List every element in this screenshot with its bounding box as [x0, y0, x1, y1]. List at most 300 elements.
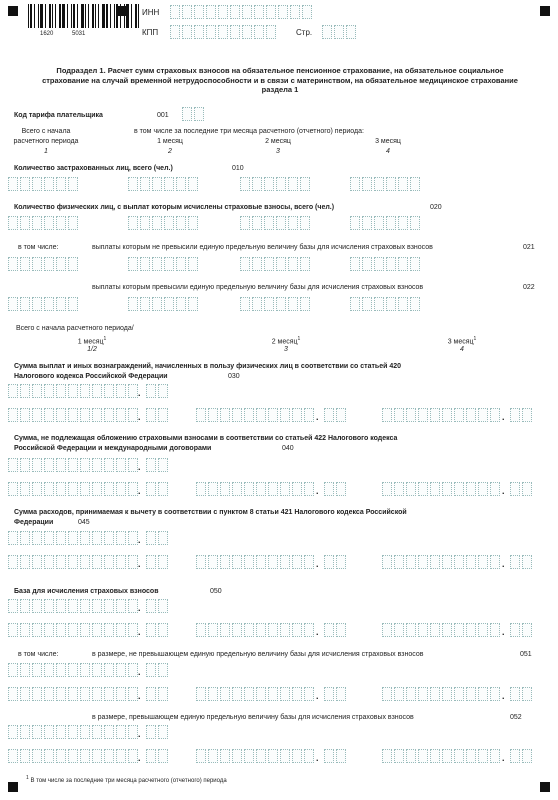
input-cell[interactable]: [44, 177, 54, 191]
input-cell[interactable]: [268, 749, 278, 763]
input-cell[interactable]: [92, 599, 102, 613]
input-cell[interactable]: [68, 749, 78, 763]
not-exceed-col-2-field[interactable]: [128, 257, 198, 271]
input-cell[interactable]: [264, 297, 274, 311]
base-exceed-m2-field[interactable]: [196, 749, 314, 763]
input-cell[interactable]: [68, 663, 78, 677]
input-cell[interactable]: [188, 257, 198, 271]
input-cell[interactable]: [146, 687, 156, 701]
non-taxable-m3-field[interactable]: [382, 482, 500, 496]
input-cell[interactable]: [490, 482, 500, 496]
input-cell[interactable]: [386, 257, 396, 271]
input-cell[interactable]: [206, 5, 216, 19]
input-cell[interactable]: [510, 555, 520, 569]
payments-m2-kop-field[interactable]: [324, 408, 346, 422]
input-cell[interactable]: [116, 725, 126, 739]
input-cell[interactable]: [80, 725, 90, 739]
input-cell[interactable]: [196, 687, 206, 701]
input-cell[interactable]: [350, 257, 360, 271]
input-cell[interactable]: [478, 687, 488, 701]
input-cell[interactable]: [68, 482, 78, 496]
base-not-exceed-total-kop-field[interactable]: [146, 663, 168, 677]
input-cell[interactable]: [152, 216, 162, 230]
input-cell[interactable]: [80, 482, 90, 496]
input-cell[interactable]: [290, 5, 300, 19]
input-cell[interactable]: [430, 482, 440, 496]
input-cell[interactable]: [116, 687, 126, 701]
input-cell[interactable]: [32, 408, 42, 422]
input-cell[interactable]: [146, 384, 156, 398]
input-cell[interactable]: [128, 749, 138, 763]
base-not-exceed-m3-field[interactable]: [382, 687, 500, 701]
input-cell[interactable]: [116, 599, 126, 613]
input-cell[interactable]: [158, 384, 168, 398]
input-cell[interactable]: [374, 177, 384, 191]
input-cell[interactable]: [324, 749, 334, 763]
input-cell[interactable]: [68, 177, 78, 191]
input-cell[interactable]: [128, 663, 138, 677]
input-cell[interactable]: [128, 623, 138, 637]
input-cell[interactable]: [56, 257, 66, 271]
input-cell[interactable]: [292, 408, 302, 422]
input-cell[interactable]: [80, 687, 90, 701]
input-cell[interactable]: [346, 25, 356, 39]
input-cell[interactable]: [280, 408, 290, 422]
input-cell[interactable]: [158, 599, 168, 613]
input-cell[interactable]: [280, 555, 290, 569]
input-cell[interactable]: [304, 482, 314, 496]
base-m1-kop-field[interactable]: [146, 623, 168, 637]
input-cell[interactable]: [8, 599, 18, 613]
input-cell[interactable]: [140, 177, 150, 191]
deductions-total-field[interactable]: [8, 531, 138, 545]
input-cell[interactable]: [256, 687, 266, 701]
input-cell[interactable]: [196, 555, 206, 569]
input-cell[interactable]: [418, 749, 428, 763]
base-not-exceed-m1-field[interactable]: [8, 687, 138, 701]
input-cell[interactable]: [336, 623, 346, 637]
input-cell[interactable]: [44, 599, 54, 613]
input-cell[interactable]: [268, 408, 278, 422]
input-cell[interactable]: [418, 687, 428, 701]
input-cell[interactable]: [232, 482, 242, 496]
input-cell[interactable]: [490, 749, 500, 763]
input-cell[interactable]: [418, 408, 428, 422]
input-cell[interactable]: [232, 749, 242, 763]
input-cell[interactable]: [170, 25, 180, 39]
input-cell[interactable]: [44, 623, 54, 637]
base-total-kop-field[interactable]: [146, 599, 168, 613]
input-cell[interactable]: [350, 177, 360, 191]
input-cell[interactable]: [280, 749, 290, 763]
input-cell[interactable]: [382, 623, 392, 637]
input-cell[interactable]: [510, 482, 520, 496]
input-cell[interactable]: [510, 623, 520, 637]
input-cell[interactable]: [336, 482, 346, 496]
input-cell[interactable]: [56, 408, 66, 422]
input-cell[interactable]: [252, 257, 262, 271]
input-cell[interactable]: [182, 5, 192, 19]
input-cell[interactable]: [334, 25, 344, 39]
input-cell[interactable]: [510, 749, 520, 763]
input-cell[interactable]: [146, 458, 156, 472]
input-cell[interactable]: [324, 687, 334, 701]
input-cell[interactable]: [146, 623, 156, 637]
input-cell[interactable]: [386, 297, 396, 311]
input-cell[interactable]: [158, 458, 168, 472]
input-cell[interactable]: [362, 297, 372, 311]
input-cell[interactable]: [280, 687, 290, 701]
input-cell[interactable]: [256, 482, 266, 496]
base-total-field[interactable]: [8, 599, 138, 613]
input-cell[interactable]: [44, 384, 54, 398]
input-cell[interactable]: [406, 749, 416, 763]
input-cell[interactable]: [394, 408, 404, 422]
not-exceed-col-1-field[interactable]: [8, 257, 78, 271]
input-cell[interactable]: [56, 555, 66, 569]
input-cell[interactable]: [292, 623, 302, 637]
input-cell[interactable]: [80, 408, 90, 422]
input-cell[interactable]: [146, 482, 156, 496]
payments-m3-field[interactable]: [382, 408, 500, 422]
input-cell[interactable]: [116, 749, 126, 763]
input-cell[interactable]: [188, 177, 198, 191]
input-cell[interactable]: [196, 623, 206, 637]
base-exceed-m1-kop-field[interactable]: [146, 749, 168, 763]
input-cell[interactable]: [158, 482, 168, 496]
input-cell[interactable]: [418, 555, 428, 569]
input-cell[interactable]: [32, 482, 42, 496]
input-cell[interactable]: [44, 531, 54, 545]
input-cell[interactable]: [218, 5, 228, 19]
input-cell[interactable]: [206, 25, 216, 39]
input-cell[interactable]: [80, 663, 90, 677]
deductions-m1-kop-field[interactable]: [146, 555, 168, 569]
input-cell[interactable]: [268, 482, 278, 496]
input-cell[interactable]: [92, 623, 102, 637]
input-cell[interactable]: [324, 408, 334, 422]
input-cell[interactable]: [394, 555, 404, 569]
input-cell[interactable]: [128, 177, 138, 191]
input-cell[interactable]: [104, 458, 114, 472]
input-cell[interactable]: [44, 687, 54, 701]
input-cell[interactable]: [382, 408, 392, 422]
deductions-m1-field[interactable]: [8, 555, 138, 569]
input-cell[interactable]: [158, 555, 168, 569]
input-cell[interactable]: [288, 257, 298, 271]
input-cell[interactable]: [8, 663, 18, 677]
input-cell[interactable]: [128, 384, 138, 398]
input-cell[interactable]: [386, 177, 396, 191]
input-cell[interactable]: [128, 687, 138, 701]
input-cell[interactable]: [8, 482, 18, 496]
base-exceed-total-kop-field[interactable]: [146, 725, 168, 739]
input-cell[interactable]: [406, 623, 416, 637]
non-taxable-m3-kop-field[interactable]: [510, 482, 532, 496]
input-cell[interactable]: [158, 725, 168, 739]
input-cell[interactable]: [490, 623, 500, 637]
input-cell[interactable]: [336, 555, 346, 569]
input-cell[interactable]: [182, 25, 192, 39]
input-cell[interactable]: [44, 482, 54, 496]
input-cell[interactable]: [278, 5, 288, 19]
input-cell[interactable]: [128, 725, 138, 739]
input-cell[interactable]: [20, 216, 30, 230]
input-cell[interactable]: [410, 297, 420, 311]
input-cell[interactable]: [288, 297, 298, 311]
input-cell[interactable]: [442, 482, 452, 496]
input-cell[interactable]: [288, 216, 298, 230]
input-cell[interactable]: [140, 257, 150, 271]
input-cell[interactable]: [478, 482, 488, 496]
input-cell[interactable]: [374, 297, 384, 311]
input-cell[interactable]: [242, 5, 252, 19]
input-cell[interactable]: [104, 384, 114, 398]
base-m3-kop-field[interactable]: [510, 623, 532, 637]
input-cell[interactable]: [80, 531, 90, 545]
input-cell[interactable]: [92, 555, 102, 569]
input-cell[interactable]: [418, 482, 428, 496]
input-cell[interactable]: [56, 687, 66, 701]
input-cell[interactable]: [220, 408, 230, 422]
tariff-field[interactable]: [182, 107, 204, 121]
deductions-m3-field[interactable]: [382, 555, 500, 569]
input-cell[interactable]: [410, 216, 420, 230]
input-cell[interactable]: [256, 555, 266, 569]
input-cell[interactable]: [266, 5, 276, 19]
base-not-exceed-m2-field[interactable]: [196, 687, 314, 701]
input-cell[interactable]: [292, 482, 302, 496]
input-cell[interactable]: [32, 555, 42, 569]
input-cell[interactable]: [20, 384, 30, 398]
input-cell[interactable]: [8, 555, 18, 569]
input-cell[interactable]: [44, 257, 54, 271]
input-cell[interactable]: [266, 25, 276, 39]
input-cell[interactable]: [8, 458, 18, 472]
input-cell[interactable]: [304, 749, 314, 763]
input-cell[interactable]: [382, 555, 392, 569]
input-cell[interactable]: [522, 749, 532, 763]
input-cell[interactable]: [68, 384, 78, 398]
persons-count-col-4-field[interactable]: [350, 216, 420, 230]
input-cell[interactable]: [116, 623, 126, 637]
input-cell[interactable]: [240, 216, 250, 230]
input-cell[interactable]: [8, 216, 18, 230]
input-cell[interactable]: [44, 555, 54, 569]
input-cell[interactable]: [44, 749, 54, 763]
input-cell[interactable]: [430, 687, 440, 701]
persons-count-col-1-field[interactable]: [8, 216, 78, 230]
input-cell[interactable]: [478, 555, 488, 569]
insured-count-col-3-field[interactable]: [240, 177, 310, 191]
input-cell[interactable]: [254, 25, 264, 39]
non-taxable-m1-kop-field[interactable]: [146, 482, 168, 496]
input-cell[interactable]: [32, 458, 42, 472]
input-cell[interactable]: [256, 623, 266, 637]
input-cell[interactable]: [140, 297, 150, 311]
input-cell[interactable]: [164, 297, 174, 311]
input-cell[interactable]: [158, 749, 168, 763]
input-cell[interactable]: [478, 623, 488, 637]
input-cell[interactable]: [20, 599, 30, 613]
input-cell[interactable]: [254, 5, 264, 19]
input-cell[interactable]: [264, 216, 274, 230]
input-cell[interactable]: [406, 408, 416, 422]
input-cell[interactable]: [8, 257, 18, 271]
input-cell[interactable]: [454, 555, 464, 569]
input-cell[interactable]: [382, 482, 392, 496]
input-cell[interactable]: [256, 408, 266, 422]
page-number-field[interactable]: [322, 25, 356, 39]
input-cell[interactable]: [374, 216, 384, 230]
input-cell[interactable]: [56, 623, 66, 637]
input-cell[interactable]: [146, 663, 156, 677]
input-cell[interactable]: [350, 216, 360, 230]
input-cell[interactable]: [244, 555, 254, 569]
deductions-m2-field[interactable]: [196, 555, 314, 569]
input-cell[interactable]: [20, 297, 30, 311]
input-cell[interactable]: [418, 623, 428, 637]
input-cell[interactable]: [68, 555, 78, 569]
input-cell[interactable]: [398, 297, 408, 311]
payments-total-kop-field[interactable]: [146, 384, 168, 398]
non-taxable-m1-field[interactable]: [8, 482, 138, 496]
input-cell[interactable]: [80, 623, 90, 637]
payments-m3-kop-field[interactable]: [510, 408, 532, 422]
input-cell[interactable]: [220, 555, 230, 569]
input-cell[interactable]: [242, 25, 252, 39]
input-cell[interactable]: [158, 531, 168, 545]
input-cell[interactable]: [382, 749, 392, 763]
input-cell[interactable]: [152, 177, 162, 191]
input-cell[interactable]: [176, 177, 186, 191]
input-cell[interactable]: [146, 599, 156, 613]
input-cell[interactable]: [56, 297, 66, 311]
input-cell[interactable]: [146, 725, 156, 739]
input-cell[interactable]: [324, 623, 334, 637]
payments-m1-field[interactable]: [8, 408, 138, 422]
input-cell[interactable]: [324, 482, 334, 496]
input-cell[interactable]: [300, 177, 310, 191]
input-cell[interactable]: [208, 555, 218, 569]
input-cell[interactable]: [386, 216, 396, 230]
input-cell[interactable]: [276, 297, 286, 311]
insured-count-col-4-field[interactable]: [350, 177, 420, 191]
input-cell[interactable]: [398, 177, 408, 191]
input-cell[interactable]: [20, 458, 30, 472]
input-cell[interactable]: [410, 257, 420, 271]
input-cell[interactable]: [188, 297, 198, 311]
input-cell[interactable]: [116, 408, 126, 422]
base-exceed-total-field[interactable]: [8, 725, 138, 739]
input-cell[interactable]: [230, 25, 240, 39]
input-cell[interactable]: [32, 216, 42, 230]
input-cell[interactable]: [164, 257, 174, 271]
input-cell[interactable]: [32, 599, 42, 613]
input-cell[interactable]: [188, 216, 198, 230]
input-cell[interactable]: [32, 531, 42, 545]
input-cell[interactable]: [170, 5, 180, 19]
input-cell[interactable]: [454, 482, 464, 496]
non-taxable-total-field[interactable]: [8, 458, 138, 472]
input-cell[interactable]: [220, 623, 230, 637]
input-cell[interactable]: [220, 749, 230, 763]
input-cell[interactable]: [80, 555, 90, 569]
input-cell[interactable]: [128, 599, 138, 613]
input-cell[interactable]: [128, 531, 138, 545]
input-cell[interactable]: [20, 531, 30, 545]
input-cell[interactable]: [8, 725, 18, 739]
input-cell[interactable]: [304, 623, 314, 637]
input-cell[interactable]: [32, 749, 42, 763]
input-cell[interactable]: [466, 482, 476, 496]
input-cell[interactable]: [510, 408, 520, 422]
input-cell[interactable]: [430, 749, 440, 763]
non-taxable-total-kop-field[interactable]: [146, 458, 168, 472]
input-cell[interactable]: [232, 687, 242, 701]
input-cell[interactable]: [466, 687, 476, 701]
insured-count-col-1-field[interactable]: [8, 177, 78, 191]
input-cell[interactable]: [478, 408, 488, 422]
input-cell[interactable]: [522, 687, 532, 701]
input-cell[interactable]: [68, 531, 78, 545]
exceed-col-3-field[interactable]: [240, 297, 310, 311]
input-cell[interactable]: [164, 177, 174, 191]
base-not-exceed-m1-kop-field[interactable]: [146, 687, 168, 701]
base-m3-field[interactable]: [382, 623, 500, 637]
input-cell[interactable]: [56, 482, 66, 496]
exceed-col-1-field[interactable]: [8, 297, 78, 311]
input-cell[interactable]: [196, 408, 206, 422]
deductions-m2-kop-field[interactable]: [324, 555, 346, 569]
input-cell[interactable]: [80, 384, 90, 398]
input-cell[interactable]: [128, 216, 138, 230]
input-cell[interactable]: [92, 531, 102, 545]
input-cell[interactable]: [8, 297, 18, 311]
input-cell[interactable]: [478, 749, 488, 763]
input-cell[interactable]: [104, 623, 114, 637]
base-not-exceed-m2-kop-field[interactable]: [324, 687, 346, 701]
input-cell[interactable]: [410, 177, 420, 191]
input-cell[interactable]: [158, 663, 168, 677]
input-cell[interactable]: [20, 749, 30, 763]
input-cell[interactable]: [68, 297, 78, 311]
not-exceed-col-4-field[interactable]: [350, 257, 420, 271]
input-cell[interactable]: [218, 25, 228, 39]
input-cell[interactable]: [276, 177, 286, 191]
input-cell[interactable]: [104, 599, 114, 613]
input-cell[interactable]: [8, 749, 18, 763]
input-cell[interactable]: [32, 623, 42, 637]
input-cell[interactable]: [522, 555, 532, 569]
input-cell[interactable]: [362, 257, 372, 271]
input-cell[interactable]: [466, 623, 476, 637]
input-cell[interactable]: [442, 749, 452, 763]
input-cell[interactable]: [336, 408, 346, 422]
input-cell[interactable]: [68, 725, 78, 739]
input-cell[interactable]: [8, 384, 18, 398]
input-cell[interactable]: [276, 257, 286, 271]
input-cell[interactable]: [158, 408, 168, 422]
input-cell[interactable]: [104, 687, 114, 701]
base-exceed-m3-kop-field[interactable]: [510, 749, 532, 763]
input-cell[interactable]: [158, 623, 168, 637]
input-cell[interactable]: [8, 531, 18, 545]
input-cell[interactable]: [104, 725, 114, 739]
input-cell[interactable]: [32, 297, 42, 311]
input-cell[interactable]: [68, 408, 78, 422]
input-cell[interactable]: [252, 177, 262, 191]
